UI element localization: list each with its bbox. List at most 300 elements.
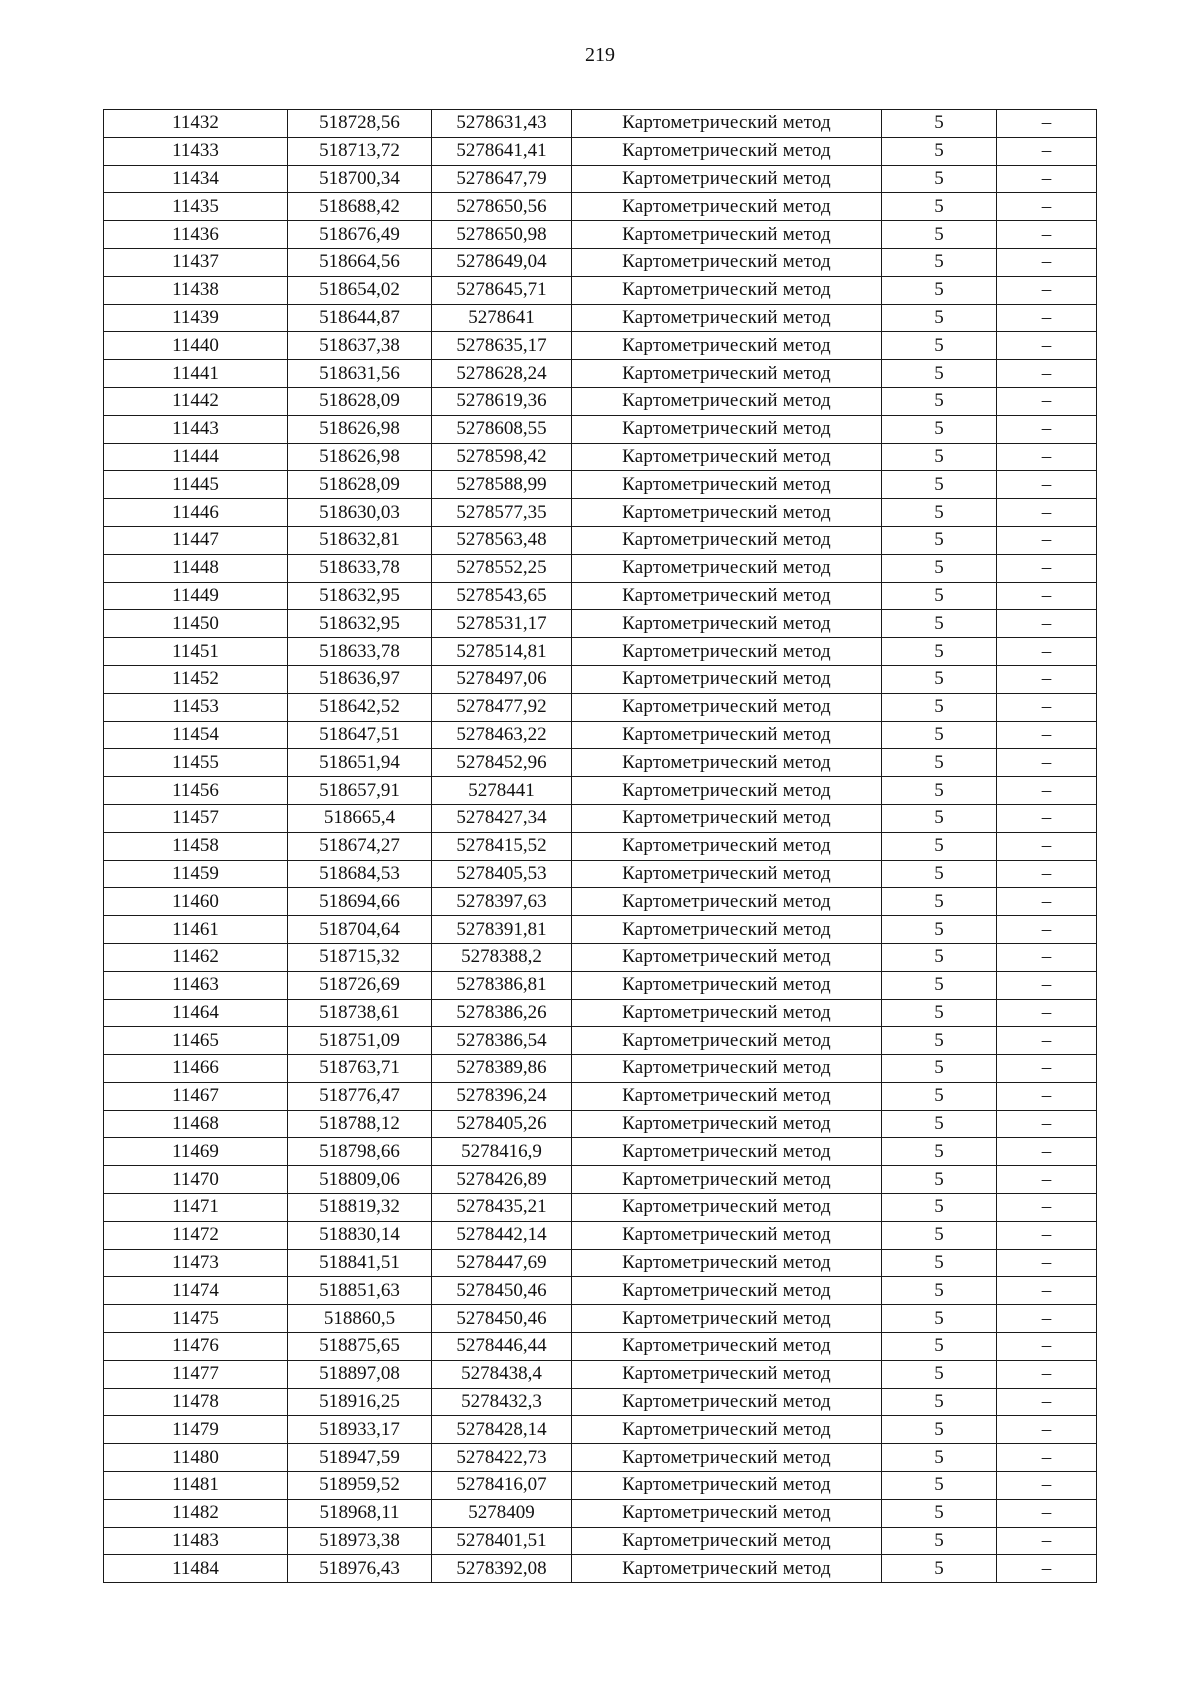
point-number-cell: 11452 — [104, 665, 288, 693]
accuracy-cell: 5 — [882, 165, 997, 193]
y-coordinate-cell: 5278450,46 — [432, 1305, 572, 1333]
table-row — [104, 304, 1097, 332]
note-cell: – — [997, 1194, 1097, 1222]
table-row — [104, 693, 1097, 721]
y-coordinate-cell: 5278650,98 — [432, 221, 572, 249]
method-cell: Картометрический метод — [572, 1527, 882, 1555]
point-number-cell: 11454 — [104, 721, 288, 749]
point-number-cell: 11465 — [104, 1027, 288, 1055]
note-cell: – — [997, 610, 1097, 638]
table-row — [104, 860, 1097, 888]
note-cell: – — [997, 1305, 1097, 1333]
x-coordinate-cell: 518632,95 — [288, 610, 432, 638]
note-cell: – — [997, 137, 1097, 165]
note-cell: – — [997, 1499, 1097, 1527]
x-coordinate-cell: 518636,97 — [288, 665, 432, 693]
note-cell: – — [997, 916, 1097, 944]
note-cell: – — [997, 832, 1097, 860]
x-coordinate-cell: 518976,43 — [288, 1555, 432, 1583]
method-cell: Картометрический метод — [572, 999, 882, 1027]
method-cell: Картометрический метод — [572, 804, 882, 832]
x-coordinate-cell: 518726,69 — [288, 971, 432, 999]
point-number-cell: 11481 — [104, 1472, 288, 1500]
point-number-cell: 11433 — [104, 137, 288, 165]
point-number-cell: 11483 — [104, 1527, 288, 1555]
point-number-cell: 11443 — [104, 415, 288, 443]
method-cell: Картометрический метод — [572, 1555, 882, 1583]
method-cell: Картометрический метод — [572, 777, 882, 805]
x-coordinate-cell: 518665,4 — [288, 804, 432, 832]
note-cell: – — [997, 1138, 1097, 1166]
method-cell: Картометрический метод — [572, 1305, 882, 1333]
y-coordinate-cell: 5278396,24 — [432, 1082, 572, 1110]
x-coordinate-cell: 518819,32 — [288, 1194, 432, 1222]
accuracy-cell: 5 — [882, 415, 997, 443]
point-number-cell: 11472 — [104, 1221, 288, 1249]
x-coordinate-cell: 518947,59 — [288, 1444, 432, 1472]
x-coordinate-cell: 518674,27 — [288, 832, 432, 860]
note-cell: – — [997, 471, 1097, 499]
note-cell: – — [997, 582, 1097, 610]
method-cell: Картометрический метод — [572, 110, 882, 138]
method-cell: Картометрический метод — [572, 888, 882, 916]
accuracy-cell: 5 — [882, 1499, 997, 1527]
table-row — [104, 888, 1097, 916]
table-row — [104, 332, 1097, 360]
table-row — [104, 1444, 1097, 1472]
x-coordinate-cell: 518628,09 — [288, 387, 432, 415]
point-number-cell: 11451 — [104, 638, 288, 666]
y-coordinate-cell: 5278442,14 — [432, 1221, 572, 1249]
method-cell: Картометрический метод — [572, 1055, 882, 1083]
y-coordinate-cell: 5278401,51 — [432, 1527, 572, 1555]
point-number-cell: 11455 — [104, 749, 288, 777]
method-cell: Картометрический метод — [572, 721, 882, 749]
x-coordinate-cell: 518631,56 — [288, 360, 432, 388]
method-cell: Картометрический метод — [572, 1444, 882, 1472]
method-cell: Картометрический метод — [572, 360, 882, 388]
table-row — [104, 165, 1097, 193]
table-row — [104, 137, 1097, 165]
method-cell: Картометрический метод — [572, 1388, 882, 1416]
table-row — [104, 638, 1097, 666]
point-number-cell: 11470 — [104, 1166, 288, 1194]
accuracy-cell: 5 — [882, 248, 997, 276]
y-coordinate-cell: 5278392,08 — [432, 1555, 572, 1583]
y-coordinate-cell: 5278647,79 — [432, 165, 572, 193]
y-coordinate-cell: 5278416,9 — [432, 1138, 572, 1166]
note-cell: – — [997, 1221, 1097, 1249]
method-cell: Картометрический метод — [572, 832, 882, 860]
x-coordinate-cell: 518841,51 — [288, 1249, 432, 1277]
page-number: 219 — [585, 44, 615, 66]
y-coordinate-cell: 5278588,99 — [432, 471, 572, 499]
accuracy-cell: 5 — [882, 137, 997, 165]
point-number-cell: 11435 — [104, 193, 288, 221]
method-cell: Картометрический метод — [572, 332, 882, 360]
y-coordinate-cell: 5278543,65 — [432, 582, 572, 610]
table-row — [104, 1221, 1097, 1249]
method-cell: Картометрический метод — [572, 276, 882, 304]
method-cell: Картометрический метод — [572, 1472, 882, 1500]
point-number-cell: 11479 — [104, 1416, 288, 1444]
accuracy-cell: 5 — [882, 1221, 997, 1249]
table-row — [104, 360, 1097, 388]
y-coordinate-cell: 5278628,24 — [432, 360, 572, 388]
y-coordinate-cell: 5278386,54 — [432, 1027, 572, 1055]
accuracy-cell: 5 — [882, 1027, 997, 1055]
x-coordinate-cell: 518633,78 — [288, 554, 432, 582]
accuracy-cell: 5 — [882, 1416, 997, 1444]
note-cell: – — [997, 110, 1097, 138]
method-cell: Картометрический метод — [572, 443, 882, 471]
x-coordinate-cell: 518664,56 — [288, 248, 432, 276]
table-row — [104, 1388, 1097, 1416]
table-row — [104, 1305, 1097, 1333]
point-number-cell: 11478 — [104, 1388, 288, 1416]
y-coordinate-cell: 5278514,81 — [432, 638, 572, 666]
table-row — [104, 971, 1097, 999]
accuracy-cell: 5 — [882, 1082, 997, 1110]
table-row — [104, 443, 1097, 471]
table-row — [104, 499, 1097, 527]
method-cell: Картометрический метод — [572, 499, 882, 527]
note-cell: – — [997, 888, 1097, 916]
x-coordinate-cell: 518715,32 — [288, 943, 432, 971]
table-row — [104, 610, 1097, 638]
y-coordinate-cell: 5278405,26 — [432, 1110, 572, 1138]
point-number-cell: 11476 — [104, 1333, 288, 1361]
y-coordinate-cell: 5278446,44 — [432, 1333, 572, 1361]
method-cell: Картометрический метод — [572, 1138, 882, 1166]
note-cell: – — [997, 360, 1097, 388]
point-number-cell: 11482 — [104, 1499, 288, 1527]
point-number-cell: 11467 — [104, 1082, 288, 1110]
accuracy-cell: 5 — [882, 1305, 997, 1333]
note-cell: – — [997, 971, 1097, 999]
y-coordinate-cell: 5278432,3 — [432, 1388, 572, 1416]
accuracy-cell: 5 — [882, 665, 997, 693]
note-cell: – — [997, 860, 1097, 888]
point-number-cell: 11438 — [104, 276, 288, 304]
point-number-cell: 11447 — [104, 526, 288, 554]
table-row — [104, 248, 1097, 276]
y-coordinate-cell: 5278441 — [432, 777, 572, 805]
point-number-cell: 11462 — [104, 943, 288, 971]
table-row — [104, 1138, 1097, 1166]
x-coordinate-cell: 518704,64 — [288, 916, 432, 944]
note-cell: – — [997, 304, 1097, 332]
x-coordinate-cell: 518628,09 — [288, 471, 432, 499]
note-cell: – — [997, 387, 1097, 415]
y-coordinate-cell: 5278386,81 — [432, 971, 572, 999]
x-coordinate-cell: 518694,66 — [288, 888, 432, 916]
accuracy-cell: 5 — [882, 1472, 997, 1500]
table-row — [104, 1333, 1097, 1361]
table-row — [104, 1360, 1097, 1388]
point-number-cell: 11484 — [104, 1555, 288, 1583]
table-row — [104, 832, 1097, 860]
x-coordinate-cell: 518632,95 — [288, 582, 432, 610]
accuracy-cell: 5 — [882, 360, 997, 388]
table-row — [104, 415, 1097, 443]
accuracy-cell: 5 — [882, 1527, 997, 1555]
x-coordinate-cell: 518973,38 — [288, 1527, 432, 1555]
y-coordinate-cell: 5278577,35 — [432, 499, 572, 527]
accuracy-cell: 5 — [882, 1166, 997, 1194]
accuracy-cell: 5 — [882, 1277, 997, 1305]
accuracy-cell: 5 — [882, 971, 997, 999]
x-coordinate-cell: 518642,52 — [288, 693, 432, 721]
point-number-cell: 11436 — [104, 221, 288, 249]
note-cell: – — [997, 276, 1097, 304]
point-number-cell: 11432 — [104, 110, 288, 138]
method-cell: Картометрический метод — [572, 137, 882, 165]
point-number-cell: 11466 — [104, 1055, 288, 1083]
accuracy-cell: 5 — [882, 471, 997, 499]
table-row — [104, 1277, 1097, 1305]
point-number-cell: 11477 — [104, 1360, 288, 1388]
y-coordinate-cell: 5278397,63 — [432, 888, 572, 916]
note-cell: – — [997, 443, 1097, 471]
table-row — [104, 749, 1097, 777]
accuracy-cell: 5 — [882, 582, 997, 610]
note-cell: – — [997, 1082, 1097, 1110]
method-cell: Картометрический метод — [572, 610, 882, 638]
y-coordinate-cell: 5278598,42 — [432, 443, 572, 471]
accuracy-cell: 5 — [882, 888, 997, 916]
method-cell: Картометрический метод — [572, 860, 882, 888]
method-cell: Картометрический метод — [572, 1249, 882, 1277]
note-cell: – — [997, 165, 1097, 193]
y-coordinate-cell: 5278415,52 — [432, 832, 572, 860]
accuracy-cell: 5 — [882, 110, 997, 138]
x-coordinate-cell: 518630,03 — [288, 499, 432, 527]
y-coordinate-cell: 5278608,55 — [432, 415, 572, 443]
y-coordinate-cell: 5278450,46 — [432, 1277, 572, 1305]
point-number-cell: 11453 — [104, 693, 288, 721]
point-number-cell: 11474 — [104, 1277, 288, 1305]
x-coordinate-cell: 518637,38 — [288, 332, 432, 360]
point-number-cell: 11445 — [104, 471, 288, 499]
method-cell: Картометрический метод — [572, 165, 882, 193]
method-cell: Картометрический метод — [572, 582, 882, 610]
note-cell: – — [997, 1166, 1097, 1194]
x-coordinate-cell: 518851,63 — [288, 1277, 432, 1305]
accuracy-cell: 5 — [882, 610, 997, 638]
point-number-cell: 11459 — [104, 860, 288, 888]
table-row — [104, 387, 1097, 415]
table-row — [104, 221, 1097, 249]
table-row — [104, 1166, 1097, 1194]
x-coordinate-cell: 518776,47 — [288, 1082, 432, 1110]
accuracy-cell: 5 — [882, 221, 997, 249]
table-row — [104, 471, 1097, 499]
note-cell: – — [997, 721, 1097, 749]
table-row — [104, 1249, 1097, 1277]
table-row — [104, 721, 1097, 749]
y-coordinate-cell: 5278391,81 — [432, 916, 572, 944]
accuracy-cell: 5 — [882, 943, 997, 971]
accuracy-cell: 5 — [882, 1360, 997, 1388]
table-row — [104, 1499, 1097, 1527]
table-row — [104, 665, 1097, 693]
x-coordinate-cell: 518633,78 — [288, 638, 432, 666]
point-number-cell: 11439 — [104, 304, 288, 332]
y-coordinate-cell: 5278477,92 — [432, 693, 572, 721]
method-cell: Картометрический метод — [572, 526, 882, 554]
point-number-cell: 11456 — [104, 777, 288, 805]
table-row — [104, 193, 1097, 221]
x-coordinate-cell: 518959,52 — [288, 1472, 432, 1500]
accuracy-cell: 5 — [882, 193, 997, 221]
method-cell: Картометрический метод — [572, 943, 882, 971]
accuracy-cell: 5 — [882, 1138, 997, 1166]
point-number-cell: 11437 — [104, 248, 288, 276]
point-number-cell: 11440 — [104, 332, 288, 360]
note-cell: – — [997, 415, 1097, 443]
point-number-cell: 11449 — [104, 582, 288, 610]
point-number-cell: 11473 — [104, 1249, 288, 1277]
y-coordinate-cell: 5278426,89 — [432, 1166, 572, 1194]
x-coordinate-cell: 518676,49 — [288, 221, 432, 249]
accuracy-cell: 5 — [882, 721, 997, 749]
note-cell: – — [997, 1444, 1097, 1472]
x-coordinate-cell: 518788,12 — [288, 1110, 432, 1138]
point-number-cell: 11442 — [104, 387, 288, 415]
accuracy-cell: 5 — [882, 304, 997, 332]
accuracy-cell: 5 — [882, 804, 997, 832]
accuracy-cell: 5 — [882, 443, 997, 471]
accuracy-cell: 5 — [882, 1194, 997, 1222]
y-coordinate-cell: 5278497,06 — [432, 665, 572, 693]
method-cell: Картометрический метод — [572, 193, 882, 221]
note-cell: – — [997, 193, 1097, 221]
point-number-cell: 11434 — [104, 165, 288, 193]
note-cell: – — [997, 1110, 1097, 1138]
x-coordinate-cell: 518626,98 — [288, 415, 432, 443]
x-coordinate-cell: 518751,09 — [288, 1027, 432, 1055]
point-number-cell: 11446 — [104, 499, 288, 527]
method-cell: Картометрический метод — [572, 1082, 882, 1110]
table-row — [104, 1194, 1097, 1222]
y-coordinate-cell: 5278552,25 — [432, 554, 572, 582]
accuracy-cell: 5 — [882, 749, 997, 777]
accuracy-cell: 5 — [882, 916, 997, 944]
accuracy-cell: 5 — [882, 638, 997, 666]
x-coordinate-cell: 518657,91 — [288, 777, 432, 805]
x-coordinate-cell: 518626,98 — [288, 443, 432, 471]
x-coordinate-cell: 518933,17 — [288, 1416, 432, 1444]
y-coordinate-cell: 5278531,17 — [432, 610, 572, 638]
accuracy-cell: 5 — [882, 1055, 997, 1083]
table-row — [104, 943, 1097, 971]
accuracy-cell: 5 — [882, 499, 997, 527]
accuracy-cell: 5 — [882, 1110, 997, 1138]
table-row — [104, 582, 1097, 610]
table-row — [104, 999, 1097, 1027]
x-coordinate-cell: 518644,87 — [288, 304, 432, 332]
coordinates-table — [103, 109, 1097, 1583]
note-cell: – — [997, 1277, 1097, 1305]
accuracy-cell: 5 — [882, 526, 997, 554]
method-cell: Картометрический метод — [572, 415, 882, 443]
point-number-cell: 11450 — [104, 610, 288, 638]
method-cell: Картометрический метод — [572, 665, 882, 693]
x-coordinate-cell: 518916,25 — [288, 1388, 432, 1416]
y-coordinate-cell: 5278631,43 — [432, 110, 572, 138]
method-cell: Картометрический метод — [572, 1221, 882, 1249]
method-cell: Картометрический метод — [572, 693, 882, 721]
point-number-cell: 11480 — [104, 1444, 288, 1472]
note-cell: – — [997, 499, 1097, 527]
y-coordinate-cell: 5278427,34 — [432, 804, 572, 832]
point-number-cell: 11461 — [104, 916, 288, 944]
accuracy-cell: 5 — [882, 860, 997, 888]
method-cell: Картометрический метод — [572, 471, 882, 499]
point-number-cell: 11475 — [104, 1305, 288, 1333]
note-cell: – — [997, 1333, 1097, 1361]
table-row — [104, 1110, 1097, 1138]
note-cell: – — [997, 1249, 1097, 1277]
point-number-cell: 11458 — [104, 832, 288, 860]
x-coordinate-cell: 518728,56 — [288, 110, 432, 138]
note-cell: – — [997, 638, 1097, 666]
table-row — [104, 1027, 1097, 1055]
method-cell: Картометрический метод — [572, 248, 882, 276]
table-row — [104, 110, 1097, 138]
method-cell: Картометрический метод — [572, 1027, 882, 1055]
x-coordinate-cell: 518632,81 — [288, 526, 432, 554]
y-coordinate-cell: 5278452,96 — [432, 749, 572, 777]
note-cell: – — [997, 1555, 1097, 1583]
accuracy-cell: 5 — [882, 777, 997, 805]
x-coordinate-cell: 518968,11 — [288, 1499, 432, 1527]
y-coordinate-cell: 5278409 — [432, 1499, 572, 1527]
y-coordinate-cell: 5278388,2 — [432, 943, 572, 971]
accuracy-cell: 5 — [882, 832, 997, 860]
x-coordinate-cell: 518763,71 — [288, 1055, 432, 1083]
y-coordinate-cell: 5278641 — [432, 304, 572, 332]
table-row — [104, 1472, 1097, 1500]
y-coordinate-cell: 5278438,4 — [432, 1360, 572, 1388]
point-number-cell: 11460 — [104, 888, 288, 916]
accuracy-cell: 5 — [882, 332, 997, 360]
table-row — [104, 276, 1097, 304]
method-cell: Картометрический метод — [572, 1333, 882, 1361]
method-cell: Картометрический метод — [572, 1277, 882, 1305]
method-cell: Картометрический метод — [572, 638, 882, 666]
method-cell: Картометрический метод — [572, 1166, 882, 1194]
accuracy-cell: 5 — [882, 1333, 997, 1361]
y-coordinate-cell: 5278435,21 — [432, 1194, 572, 1222]
y-coordinate-cell: 5278386,26 — [432, 999, 572, 1027]
x-coordinate-cell: 518798,66 — [288, 1138, 432, 1166]
y-coordinate-cell: 5278563,48 — [432, 526, 572, 554]
note-cell: – — [997, 804, 1097, 832]
note-cell: – — [997, 526, 1097, 554]
table-row — [104, 777, 1097, 805]
method-cell: Картометрический метод — [572, 1110, 882, 1138]
y-coordinate-cell: 5278641,41 — [432, 137, 572, 165]
table-row — [104, 1527, 1097, 1555]
note-cell: – — [997, 777, 1097, 805]
method-cell: Картометрический метод — [572, 1416, 882, 1444]
y-coordinate-cell: 5278649,04 — [432, 248, 572, 276]
accuracy-cell: 5 — [882, 1249, 997, 1277]
method-cell: Картометрический метод — [572, 971, 882, 999]
y-coordinate-cell: 5278635,17 — [432, 332, 572, 360]
